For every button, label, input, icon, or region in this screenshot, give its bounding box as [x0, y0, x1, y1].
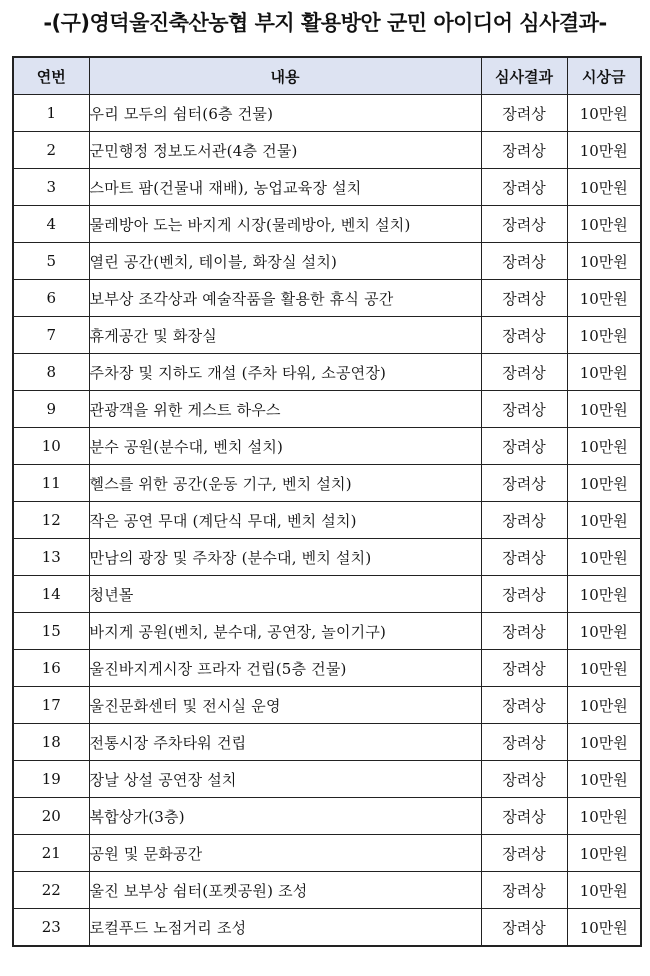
row-result: 장려상	[481, 132, 567, 169]
row-number: 10	[13, 428, 89, 465]
row-prize: 10만원	[567, 835, 641, 872]
row-prize: 10만원	[567, 354, 641, 391]
row-number: 7	[13, 317, 89, 354]
row-result: 장려상	[481, 724, 567, 761]
row-number: 22	[13, 872, 89, 909]
row-result: 장려상	[481, 465, 567, 502]
row-result: 장려상	[481, 539, 567, 576]
row-number: 17	[13, 687, 89, 724]
row-prize: 10만원	[567, 428, 641, 465]
table-row	[13, 354, 641, 391]
row-prize: 10만원	[567, 206, 641, 243]
row-number: 14	[13, 576, 89, 613]
row-content: 바지게 공원(벤치, 분수대, 공연장, 놀이기구)	[89, 613, 481, 650]
row-result: 장려상	[481, 613, 567, 650]
row-result: 장려상	[481, 95, 567, 132]
table-row	[13, 243, 641, 280]
row-prize: 10만원	[567, 613, 641, 650]
row-result: 장려상	[481, 650, 567, 687]
table-row	[13, 835, 641, 872]
row-content: 군민행정 정보도서관(4층 건물)	[89, 132, 481, 169]
row-prize: 10만원	[567, 798, 641, 835]
header-no: 연번	[13, 57, 89, 95]
row-content: 울진문화센터 및 전시실 운영	[89, 687, 481, 724]
table-row	[13, 317, 641, 354]
row-prize: 10만원	[567, 724, 641, 761]
table-row	[13, 687, 641, 724]
row-content: 복합상가(3층)	[89, 798, 481, 835]
document-title: -(구)영덕울진축산농협 부지 활용방안 군민 아이디어 심사결과-	[43, 11, 607, 35]
table-row	[13, 650, 641, 687]
row-prize: 10만원	[567, 909, 641, 947]
row-prize: 10만원	[567, 539, 641, 576]
row-number: 3	[13, 169, 89, 206]
row-number: 2	[13, 132, 89, 169]
table-row	[13, 465, 641, 502]
table-body	[13, 95, 641, 947]
row-prize: 10만원	[567, 465, 641, 502]
row-result: 장려상	[481, 502, 567, 539]
table-row	[13, 169, 641, 206]
row-content: 만남의 광장 및 주차장 (분수대, 벤치 설치)	[89, 539, 481, 576]
table-row	[13, 613, 641, 650]
row-prize: 10만원	[567, 687, 641, 724]
row-number: 4	[13, 206, 89, 243]
row-prize: 10만원	[567, 317, 641, 354]
table-row	[13, 391, 641, 428]
row-content: 장날 상설 공연장 설치	[89, 761, 481, 798]
row-content: 물레방아 도는 바지게 시장(물레방아, 벤치 설치)	[89, 206, 481, 243]
row-content: 전통시장 주차타워 건립	[89, 724, 481, 761]
table-row	[13, 280, 641, 317]
row-number: 18	[13, 724, 89, 761]
table-row	[13, 132, 641, 169]
table-header-row	[13, 57, 641, 95]
row-result: 장려상	[481, 243, 567, 280]
table-row	[13, 428, 641, 465]
header-prize: 시상금	[567, 57, 641, 95]
row-prize: 10만원	[567, 243, 641, 280]
table-row	[13, 502, 641, 539]
row-prize: 10만원	[567, 761, 641, 798]
row-number: 20	[13, 798, 89, 835]
row-number: 8	[13, 354, 89, 391]
table-row	[13, 798, 641, 835]
row-content: 작은 공연 무대 (계단식 무대, 벤치 설치)	[89, 502, 481, 539]
row-content: 보부상 조각상과 예술작품을 활용한 휴식 공간	[89, 280, 481, 317]
table-row	[13, 576, 641, 613]
row-content: 휴게공간 및 화장실	[89, 317, 481, 354]
row-prize: 10만원	[567, 502, 641, 539]
row-result: 장려상	[481, 909, 567, 947]
row-number: 1	[13, 95, 89, 132]
row-prize: 10만원	[567, 872, 641, 909]
row-number: 11	[13, 465, 89, 502]
row-number: 23	[13, 909, 89, 947]
row-prize: 10만원	[567, 650, 641, 687]
row-content: 청년몰	[89, 576, 481, 613]
row-result: 장려상	[481, 872, 567, 909]
table-row	[13, 95, 641, 132]
row-prize: 10만원	[567, 132, 641, 169]
row-result: 장려상	[481, 206, 567, 243]
row-result: 장려상	[481, 835, 567, 872]
header-result: 심사결과	[481, 57, 567, 95]
row-content: 우리 모두의 쉼터(6층 건물)	[89, 95, 481, 132]
table-row	[13, 909, 641, 947]
row-prize: 10만원	[567, 576, 641, 613]
table-row	[13, 724, 641, 761]
row-content: 주차장 및 지하도 개설 (주차 타워, 소공연장)	[89, 354, 481, 391]
row-result: 장려상	[481, 798, 567, 835]
row-result: 장려상	[481, 169, 567, 206]
row-result: 장려상	[481, 280, 567, 317]
row-content: 울진 보부상 쉼터(포켓공원) 조성	[89, 872, 481, 909]
row-number: 9	[13, 391, 89, 428]
row-result: 장려상	[481, 576, 567, 613]
results-table	[12, 56, 642, 947]
row-prize: 10만원	[567, 280, 641, 317]
row-result: 장려상	[481, 428, 567, 465]
row-result: 장려상	[481, 391, 567, 428]
row-content: 울진바지게시장 프라자 건립(5층 건물)	[89, 650, 481, 687]
row-number: 21	[13, 835, 89, 872]
row-result: 장려상	[481, 687, 567, 724]
row-content: 로컬푸드 노점거리 조성	[89, 909, 481, 947]
row-number: 13	[13, 539, 89, 576]
row-number: 12	[13, 502, 89, 539]
row-result: 장려상	[481, 354, 567, 391]
row-content: 분수 공원(분수대, 벤치 설치)	[89, 428, 481, 465]
table-row	[13, 872, 641, 909]
header-content: 내용	[89, 57, 481, 95]
table-row	[13, 206, 641, 243]
table-row	[13, 539, 641, 576]
row-prize: 10만원	[567, 169, 641, 206]
row-content: 스마트 팜(건물내 재배), 농업교육장 설치	[89, 169, 481, 206]
row-number: 6	[13, 280, 89, 317]
row-content: 헬스를 위한 공간(운동 기구, 벤치 설치)	[89, 465, 481, 502]
row-result: 장려상	[481, 317, 567, 354]
row-number: 15	[13, 613, 89, 650]
row-result: 장려상	[481, 761, 567, 798]
row-number: 5	[13, 243, 89, 280]
row-content: 열린 공간(벤치, 테이블, 화장실 설치)	[89, 243, 481, 280]
row-prize: 10만원	[567, 95, 641, 132]
row-content: 공원 및 문화공간	[89, 835, 481, 872]
row-prize: 10만원	[567, 391, 641, 428]
table-row	[13, 761, 641, 798]
row-number: 16	[13, 650, 89, 687]
row-content: 관광객을 위한 게스트 하우스	[89, 391, 481, 428]
row-number: 19	[13, 761, 89, 798]
